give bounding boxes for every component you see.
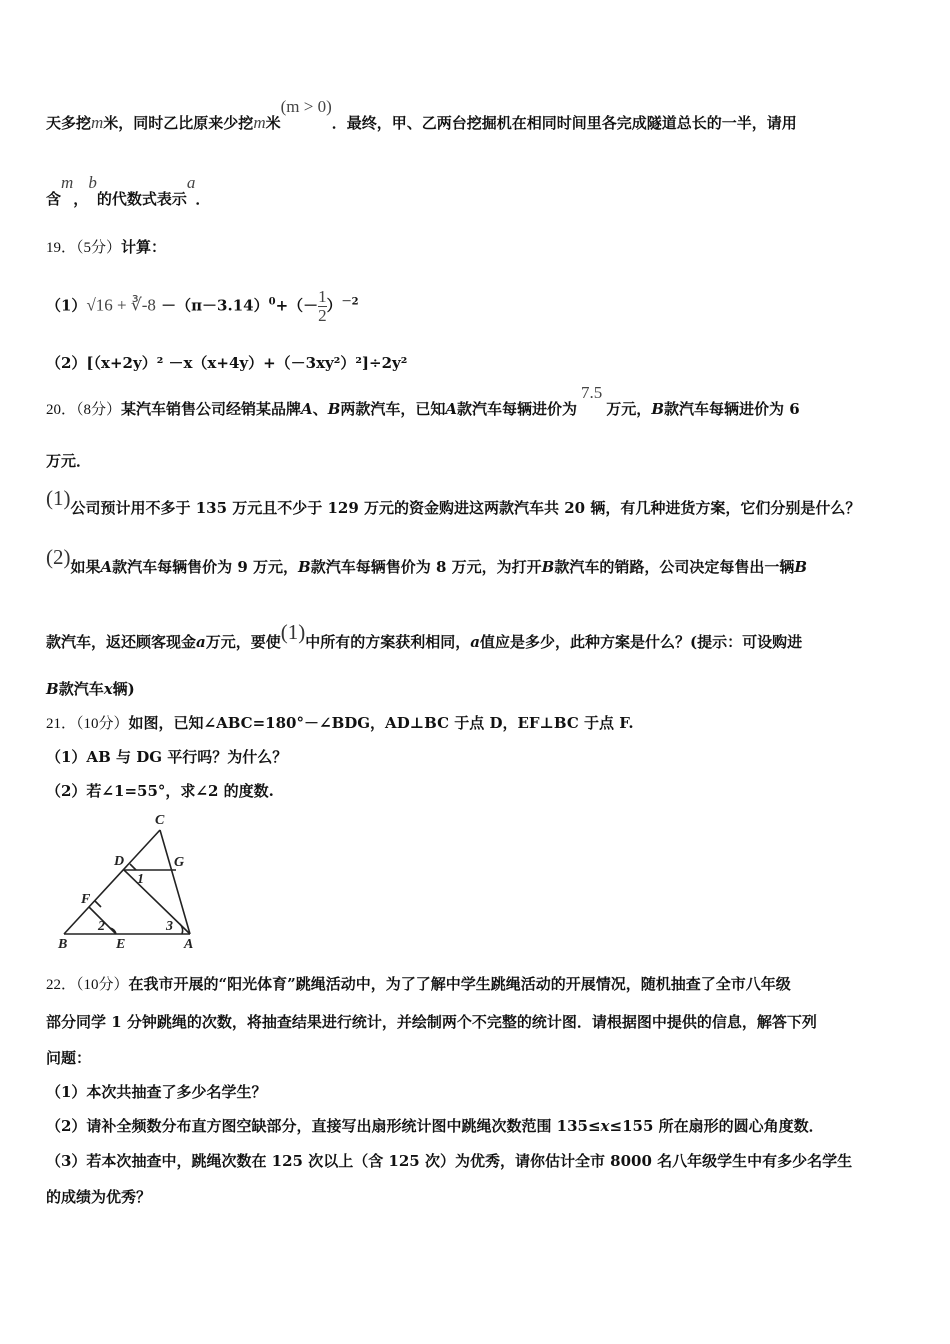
segment-BC bbox=[64, 830, 160, 934]
part-text: 的成绩为优秀？ bbox=[46, 1188, 152, 1206]
denominator: 2 bbox=[318, 306, 327, 325]
text: 款汽车，返还顾客现金 bbox=[46, 633, 197, 651]
numerator: 1 bbox=[318, 287, 327, 306]
part-text: （2）若∠1=55°，求∠2 的度数. bbox=[46, 782, 274, 800]
part-text: （3）若本次抽查中，跳绳次数在 125 次以上（含 125 次）为优秀，请你估计全市 8000 名八年级学生中有多少名学生 bbox=[46, 1152, 853, 1170]
part-text: ≤155 所在扇形的圆心角度数． bbox=[609, 1117, 824, 1135]
var: B bbox=[46, 680, 59, 698]
var: B bbox=[541, 558, 555, 576]
var-m: m bbox=[91, 113, 104, 132]
text: 款汽车 bbox=[58, 680, 104, 698]
text: －（π－3.14） bbox=[155, 296, 269, 315]
label-B: B bbox=[58, 937, 68, 950]
part-marker: (1) bbox=[280, 620, 306, 644]
part-text: （2）请补全频数分布直方图空缺部分，直接写出扇形统计图中跳绳次数范围 135≤ bbox=[46, 1117, 601, 1135]
part-marker: (2) bbox=[46, 545, 71, 569]
var: x bbox=[103, 680, 113, 698]
part-text: （1）AB 与 DG 平行吗？为什么？ bbox=[46, 748, 288, 766]
angle-2-label: 2 bbox=[98, 919, 105, 934]
angle-1-label: 1 bbox=[137, 872, 144, 887]
text: 值应是多少，此种方案是什么？(提示：可设购进 bbox=[480, 633, 803, 651]
q21-stem bbox=[46, 712, 634, 733]
price-value: 7.5 bbox=[581, 383, 603, 402]
var: B bbox=[298, 558, 311, 576]
text: 米 bbox=[265, 114, 281, 132]
q22-line-3 bbox=[46, 1047, 91, 1068]
part-marker: (1) bbox=[46, 486, 71, 510]
label-E: E bbox=[116, 937, 126, 950]
q19-part-1 bbox=[46, 288, 359, 325]
var-m: m bbox=[253, 113, 266, 132]
q19-header bbox=[46, 236, 166, 257]
q22-part-3 bbox=[46, 1150, 852, 1171]
question-number: 21．（10分） bbox=[46, 716, 129, 732]
var: A bbox=[445, 400, 458, 418]
text: 辆) bbox=[112, 680, 135, 698]
q20-line-1 bbox=[46, 383, 800, 419]
var: a bbox=[196, 633, 206, 651]
q21-part-2 bbox=[46, 780, 274, 801]
q20-line-2 bbox=[46, 450, 91, 471]
question-text: 部分同学 1 分钟跳绳的次数，将抽查结果进行统计，并绘制两个不完整的统计图．请根据图中提供的信息，解答下列 bbox=[46, 1013, 817, 1031]
question-title: 计算： bbox=[121, 238, 167, 256]
text: 款汽车的销路，公司决定每售出一辆 bbox=[554, 558, 795, 576]
text: ． bbox=[195, 190, 211, 208]
question-number: 19．（5分） bbox=[46, 240, 122, 256]
text: 款汽车每辆进价为 6 bbox=[664, 400, 800, 418]
part-label: （1） bbox=[46, 296, 87, 315]
q19-part-2 bbox=[46, 352, 407, 373]
text: 万元． bbox=[46, 452, 92, 470]
label-C: C bbox=[155, 813, 165, 828]
question-text: 如图，已知∠ABC=180°－∠BDG，AD⊥BC 于点 D，EF⊥BC 于点 F. bbox=[128, 714, 634, 732]
part-text: 公司预计用不多于 135 万元且不少于 129 万元的资金购进这两款汽车共 20 辆，有几种进货方案，它们分别是什么？ bbox=[70, 499, 861, 517]
q20-part-2 bbox=[46, 545, 808, 578]
fraction-one-half bbox=[318, 288, 327, 325]
q20-line-5 bbox=[46, 678, 135, 699]
text: 米，同时乙比原来少挖 bbox=[103, 114, 254, 132]
text: 两款汽车，已知 bbox=[340, 400, 446, 418]
question-number: 20．（8分） bbox=[46, 402, 122, 418]
exponent: －2 bbox=[341, 296, 359, 308]
label-G: G bbox=[174, 855, 185, 870]
right-angle-mark bbox=[95, 901, 101, 907]
text: ） bbox=[326, 296, 342, 315]
text: 万元， bbox=[606, 400, 652, 418]
text: 某汽车销售公司经销某品牌 bbox=[121, 400, 302, 418]
label-D: D bbox=[114, 854, 125, 869]
radical-expression: √16 + ∛-8 bbox=[86, 295, 156, 315]
var: B bbox=[327, 400, 341, 418]
question-text: 在我市开展的“阳光体育”跳绳活动中，为了了解中学生跳绳活动的开展情况，随机抽查了全市八年级 bbox=[128, 975, 791, 993]
text: 款汽车每辆售价为 9 万元， bbox=[112, 558, 299, 576]
condition: (m > 0) bbox=[280, 97, 332, 116]
var: A bbox=[100, 558, 113, 576]
text: 的代数式表示 bbox=[96, 190, 187, 208]
text: +（－ bbox=[275, 296, 319, 315]
text: 、 bbox=[312, 400, 328, 418]
q22-line-2 bbox=[46, 1011, 817, 1032]
q18-line-2 bbox=[46, 173, 211, 209]
text: 含 bbox=[46, 190, 62, 208]
question-text: 问题： bbox=[46, 1049, 92, 1067]
q21-part-1 bbox=[46, 746, 287, 767]
exponent: 0 bbox=[268, 296, 276, 308]
text: 万元，要使 bbox=[205, 633, 281, 651]
part-text: （2）[（x+2y）² －x（x+4y）+（－3xy²）²]÷2y² bbox=[46, 354, 408, 372]
var: B bbox=[651, 400, 664, 418]
text: 如果 bbox=[70, 558, 101, 576]
var: a bbox=[470, 633, 481, 651]
text: ．最终，甲、乙两台挖掘机在相同时间里各完成隧道总长的一半，请用 bbox=[331, 114, 797, 132]
right-angle-mark bbox=[130, 864, 136, 870]
label-F: F bbox=[81, 892, 91, 907]
angle-3-label: 3 bbox=[166, 919, 173, 934]
var: B bbox=[794, 558, 808, 576]
text: ， bbox=[73, 190, 89, 208]
part-text: （1）本次共抽查了多少名学生？ bbox=[46, 1083, 267, 1101]
q22-part-2 bbox=[46, 1115, 824, 1136]
text: 天多挖 bbox=[46, 114, 92, 132]
q20-line-4 bbox=[46, 620, 803, 653]
q22-part-1 bbox=[46, 1081, 266, 1102]
var-b: b bbox=[88, 173, 97, 192]
text: 款汽车每辆进价为 bbox=[457, 400, 578, 418]
var-a: a bbox=[186, 173, 196, 192]
q18-line-1 bbox=[46, 97, 797, 133]
q22-part-3-cont bbox=[46, 1186, 151, 1207]
q22-line-1 bbox=[46, 973, 791, 994]
text: 中所有的方案获利相同， bbox=[305, 633, 471, 651]
var: A bbox=[301, 400, 313, 418]
var: x bbox=[600, 1117, 610, 1135]
geometry-figure bbox=[50, 810, 210, 950]
text: 款汽车每辆售价为 8 万元，为打开 bbox=[310, 558, 542, 576]
label-A: A bbox=[184, 937, 194, 950]
question-number: 22．（10分） bbox=[46, 977, 129, 993]
q20-part-1 bbox=[46, 486, 861, 519]
var-m: m bbox=[61, 173, 74, 192]
